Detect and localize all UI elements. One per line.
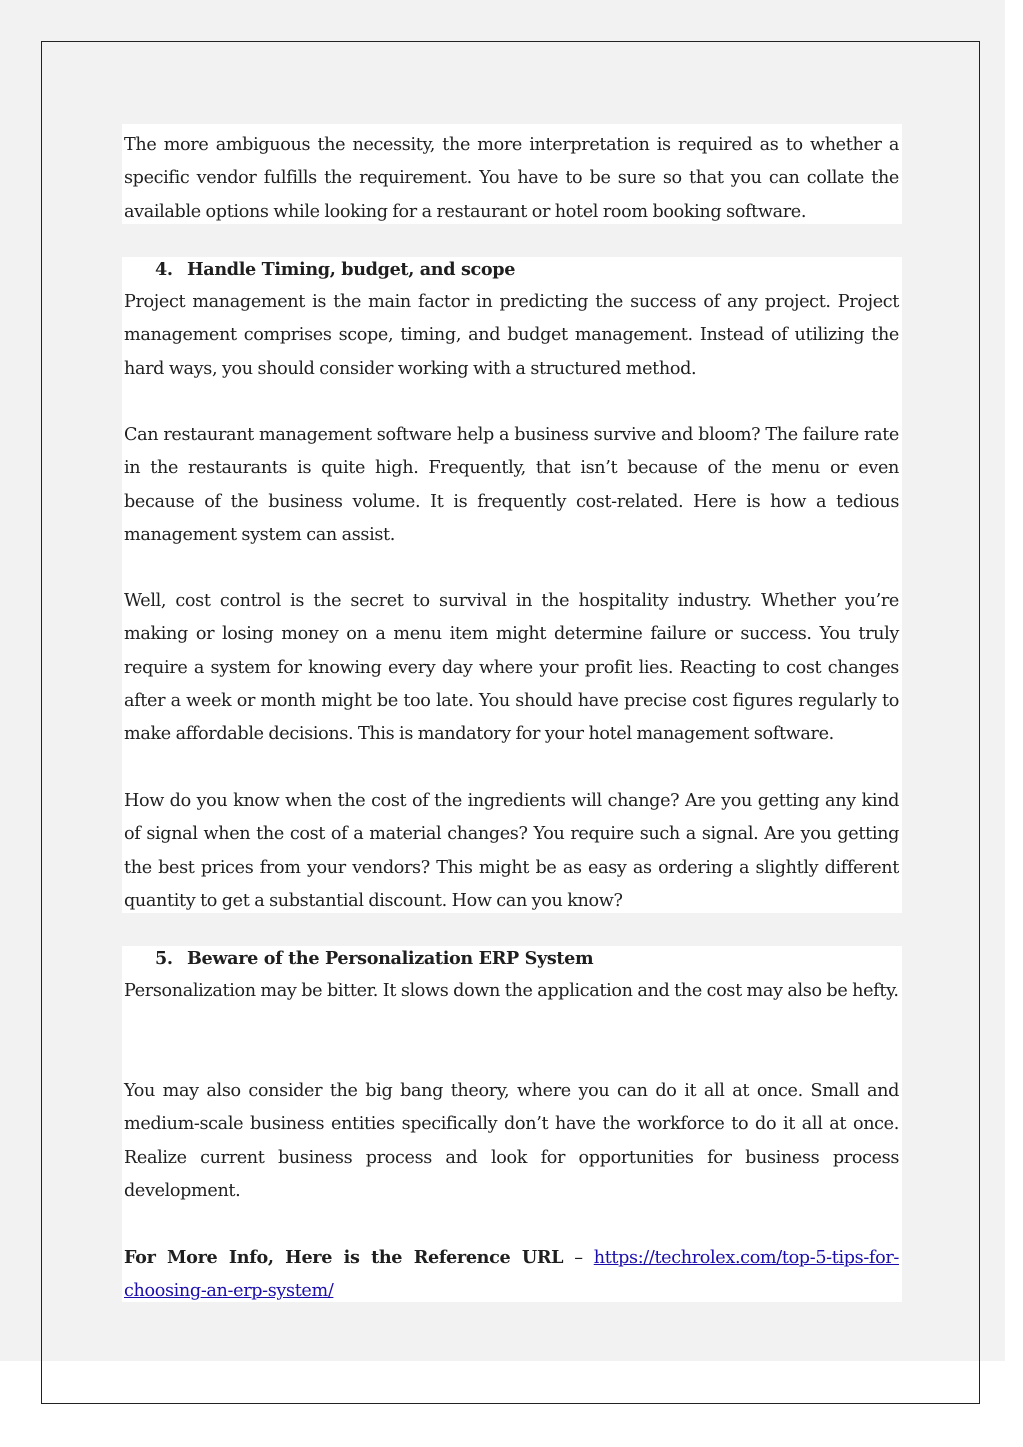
section-4-heading	[152, 257, 902, 281]
section-5-paragraph-2: You may also consider the big bang theory, where you can do it all at once. Small and medium-scale business entities specifically don’t have the workforce to do it all at once. Realize current business process and look for opportunities for business process development.	[124, 1081, 899, 1201]
section-5-number: 5.	[155, 948, 173, 969]
section-5-heading	[152, 946, 902, 970]
section-4-paragraph-1: Project management is the main factor in predicting the success of any project. Project management comprises scope, timing, and budget management. Instead of utilizing the hard ways, you should consider working with a structured method.	[124, 292, 899, 379]
section-4-number: 4.	[155, 259, 173, 280]
intro-paragraph: The more ambiguous the necessity, the more interpretation is required as to whether a specific vendor fulfills the requirement. You have to be sure so that you can collate the available options while looking for a restaurant or hotel room booking software.	[124, 135, 899, 222]
section-4-paragraph-3: Well, cost control is the secret to survival in the hospitality industry. Whether you’re making or losing money on a menu item might determine failure or success. You truly require a system for knowing every day where your profit lies. Reacting to cost changes after a week or month might be too late. You should have precise cost figures regularly to make affordable decisions. This is mandatory for your hotel management software.	[124, 591, 899, 745]
section-5-paragraph-1: Personalization may be bitter. It slows down the application and the cost may also be hefty.	[124, 981, 899, 1001]
section-4-paragraph-2: Can restaurant management software help a business survive and bloom? The failure rate in the restaurants is quite high. Frequently, that isn’t because of the menu or even because of the business volume. It is frequently cost-related. Here is how a tedious management system can assist.	[124, 425, 899, 545]
section-5-title: Beware of the Personalization ERP System	[187, 948, 594, 969]
section-4-paragraph-4: How do you know when the cost of the ingredients will change? Are you getting any kind of signal when the cost of a material changes? You require such a signal. Are you getting the best prices from your vendors? This might be as easy as ordering a slightly different quantity to get a substantial discount. How can you know?	[124, 791, 899, 911]
reference-line	[124, 1241, 899, 1309]
reference-separator: –	[563, 1248, 594, 1268]
reference-url-link[interactable]: https://techrolex.com/top-5-tips-for-choosing-an-erp-system/	[124, 1248, 899, 1302]
section-4-title: Handle Timing, budget, and scope	[187, 259, 516, 280]
reference-label: For More Info, Here is the Reference URL	[124, 1247, 564, 1268]
